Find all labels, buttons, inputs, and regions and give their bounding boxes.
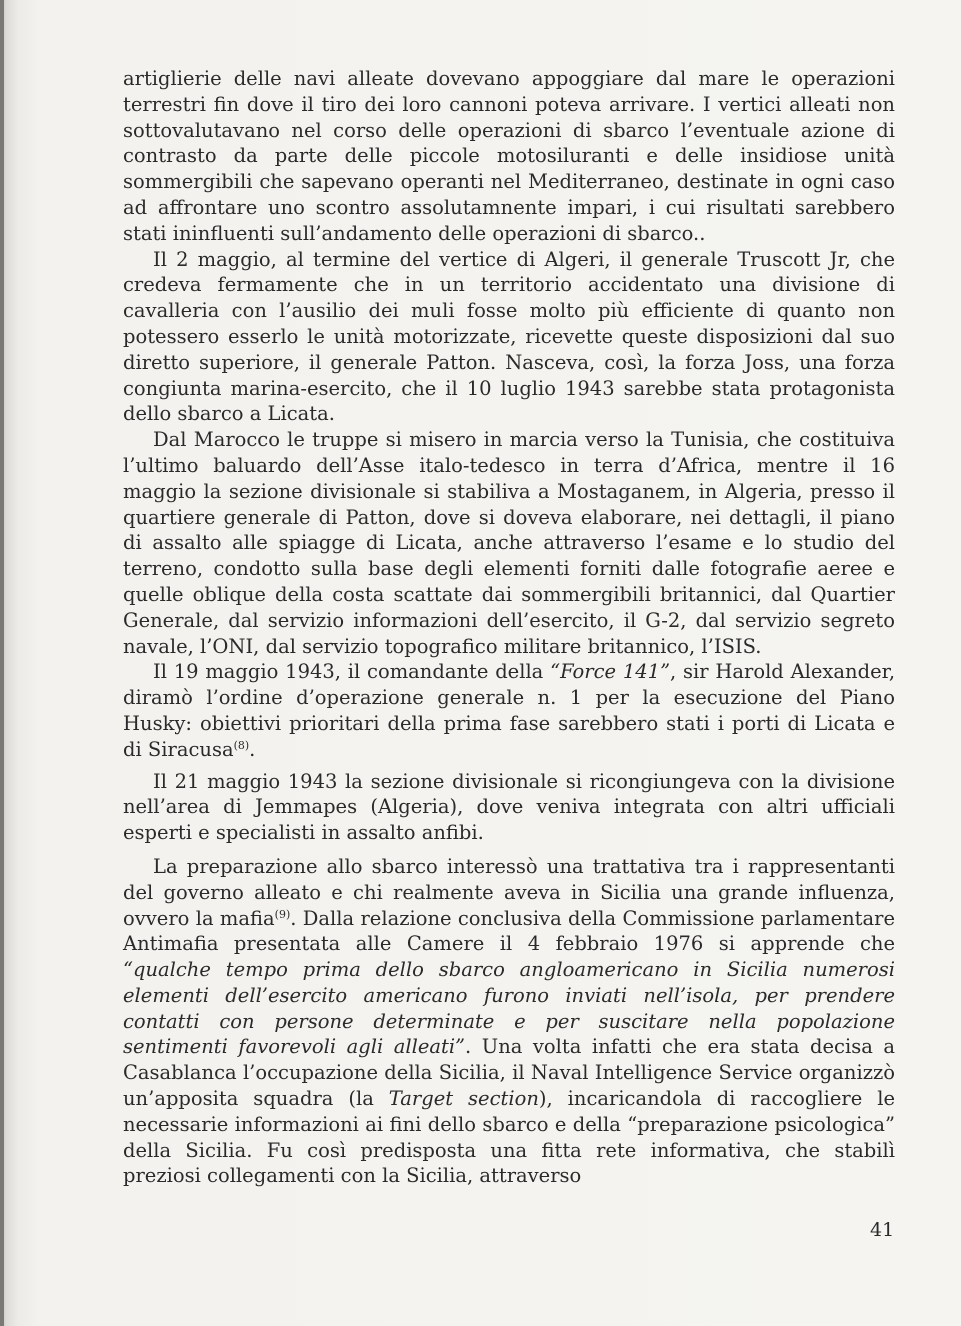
footnote-8-marker: (8)	[233, 738, 250, 752]
paragraph-4	[123, 659, 895, 762]
page-number: 41	[870, 1219, 895, 1241]
paragraph-3: Dal Marocco le truppe si misero in marcia verso la Tunisia, che costituiva l’ultimo baluardo dell’Asse italo-tedesco in terra d’Africa, mentre il 16 maggio la sezione divisionale si stabiliva a Mostaganem, in Algeria, presso il quartiere generale di Patton, dove si doveva elaborare, nei dettagli, il piano di assalto alle spiagge di Licata, anche attraverso l’esame e lo studio del terreno, condotto sulla base degli elementi forniti dalle fotografie aeree e quelle oblique della costa scattate dai sommergibili britannici, dal Quartier Generale, dal servizio informazioni dell’esercito, il G-2, dal servizio segreto navale, l’ONI, dal servizio topografico militare britannico, l’ISIS.	[123, 428, 895, 658]
paragraph-4-text-after: , sir Harold Alexander, diramò l’ordine d’operazione generale n. 1 per la esecuzione del Piano Husky: obiettivi prioritari della prima fase sarebbero stati i porti di Licata e di Siracusa	[123, 660, 896, 761]
footnote-9-marker: (9)	[274, 907, 291, 921]
paragraph-1: artiglierie delle navi alleate dovevano appoggiare dal mare le operazioni terrestri fin dove il tiro dei loro cannoni poteva arrivare. I vertici alleati non sottovalutavano nel corso delle operazioni di sbarco l’eventuale azione di contrasto da parte delle piccole motosiluranti e delle insidiose unità sommergibili che sapevano operanti nel Mediterraneo, destinate in ogni caso ad affrontare uno scontro assolutamnente impari, i cui risultati sarebbero stati ininfluenti sull’andamento delle operazioni di sbarco..	[123, 67, 895, 245]
body-text	[123, 66, 895, 1189]
paragraph-2: Il 2 maggio, al termine del vertice di Algeri, il generale Truscott Jr, che credeva fermamente che in un territorio accidentato una divisione di cavalleria con l’ausilio dei muli fosse molto più efficiente di quanto non potessero esserlo le unità motorizzate, ricevette queste disposizioni dal suo diretto superiore, il generale Patton. Nasceva, così, la forza Joss, una forza congiunta marina-esercito, che il 10 luglio 1943 sarebbe stata protagonista dello sbarco a Licata.	[123, 247, 895, 426]
book-spine-shadow	[0, 0, 4, 1326]
paragraph-6-text-4: ), incaricandola di raccogliere le necessarie informazioni ai fini dello sbarco e della “preparazione psicologica” della Sicilia. Fu così predisposta una fitta rete informativa, che stabilì preziosi collegamenti con la Sicilia, attraverso	[123, 1087, 895, 1188]
paragraph-4-text-before: Il 19 maggio 1943, il comandante della	[153, 660, 551, 684]
force-141-italic: “Force 141”	[550, 660, 671, 684]
paragraph-6-text-2: . Dalla relazione conclusiva della Commissione parlamentare Antimafia presentata alle Camere il 4 febbraio 1976 si apprende che	[123, 906, 895, 956]
target-section-italic: Target section	[388, 1087, 539, 1111]
paragraph-6-text-1: La preparazione allo sbarco interessò una trattativa tra i rappresentanti del governo alleato e chi realmente aveva in Sicilia una grande influenza, ovvero la mafia	[123, 854, 895, 930]
paragraph-6	[123, 854, 895, 1189]
antimafia-quote-italic: “qualche tempo prima dello sbarco angloamericano in Sicilia numerosi elementi dell’esercito americano furono inviati nell’isola, per prendere contatti con persone determinate e per suscitare nella popolazione sentimenti favorevoli agli alleati”	[123, 958, 895, 1059]
paragraph-4-text-end: .	[249, 737, 256, 761]
paragraph-5: Il 21 maggio 1943 la sezione divisionale si ricongiungeva con la divisione nell’area di Jemmapes (Algeria), dove veniva integrata con altri ufficiali esperti e specialisti in assalto anfibi.	[123, 769, 895, 845]
paragraph-6-text-3: . Una volta infatti che era stata decisa a Casablanca l’occupazione della Sicilia, il Naval Intelligence Service organizzò un’apposita squadra (la	[123, 1035, 895, 1111]
